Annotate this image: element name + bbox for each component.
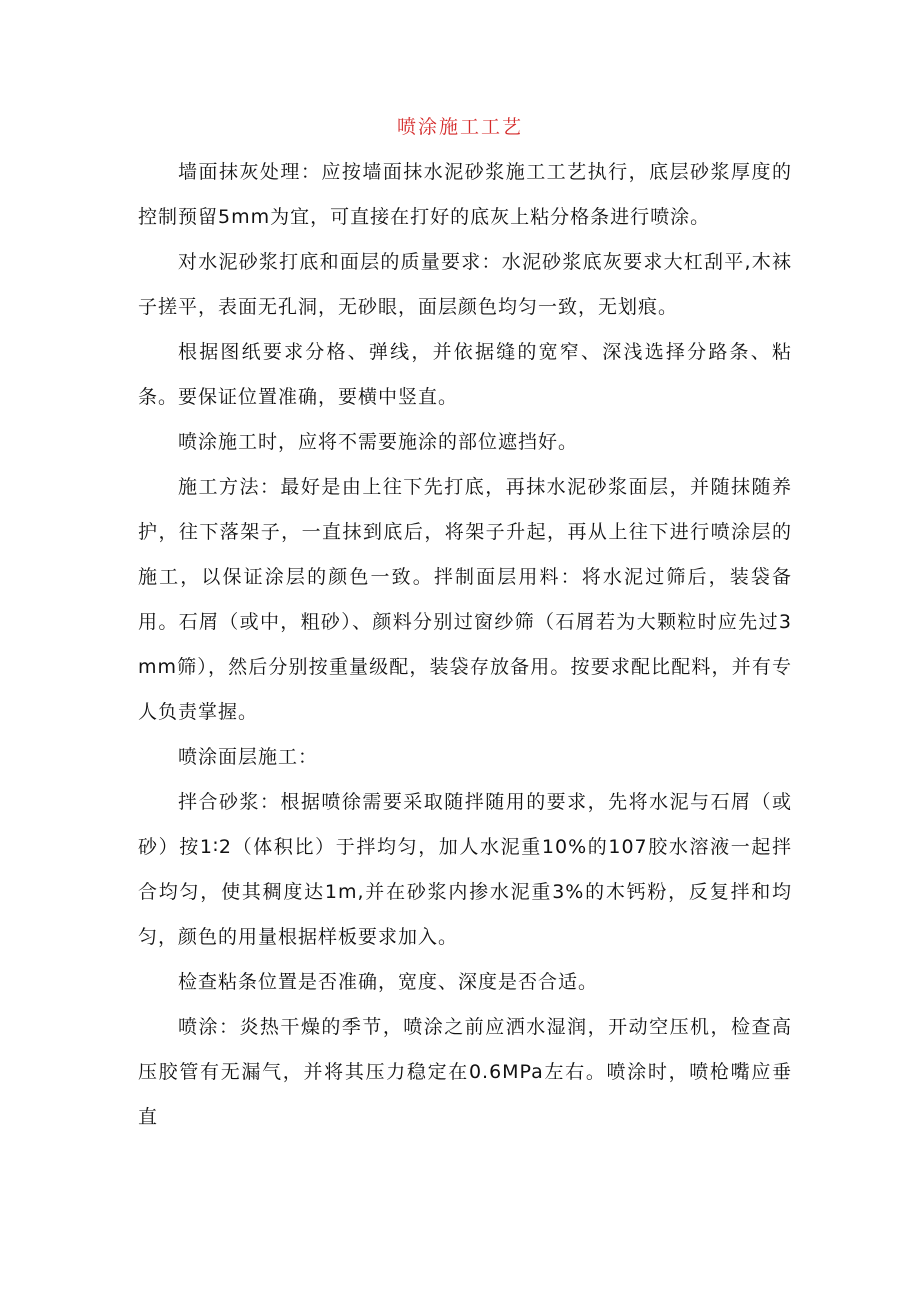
paragraph-layout-lines: 根据图纸要求分格、弹线，并依据缝的宽窄、深浅选择分路条、粘条。要保证位置准确，要横中竖直。 <box>138 341 792 408</box>
paragraph-construction-method: 施工方法：最好是由上往下先打底，再抹水泥砂浆面层，并随抹随养护，往下落架子，一直抹到底后，将架子升起，再从上往下进行喷涂层的施工，以保证涂层的颜色一致。拌制面层用料：将水泥过筛后，装袋备用。石屑（或中，粗砂）、颜料分别过窗纱筛（石屑若为大颗粒时应先过3mm筛），然后分别按重量级配，装袋存放备用。按要求配比配料，并有专人负责掌握。 <box>138 476 792 723</box>
paragraph-surface-layer-heading: 喷涂面层施工： <box>178 746 319 768</box>
paragraph-masking: 喷涂施工时，应将不需要施涂的部位遮挡好。 <box>178 431 579 453</box>
document-title: 喷涂施工工艺 <box>396 116 523 138</box>
paragraph-spraying: 喷涂：炎热干燥的季节，喷涂之前应洒水湿润，开动空压机，检查高压胶管有无漏气，并将其压力稳定在0.6MPa左右。喷涂时，喷枪嘴应垂直 <box>138 1016 792 1128</box>
paragraph-mixing-mortar: 拌合砂浆：根据喷徐需要采取随拌随用的要求，先将水泥与石屑（或砂）按1∶2（体积比）于拌均匀，加人水泥重10%的107胶水溶液一起拌合均匀，使其稠度达1m,并在砂浆内掺水泥重3%的木钙粉，反复拌和均匀，颜色的用量根据样板要求加入。 <box>138 791 792 948</box>
paragraph-plastering: 墙面抹灰处理：应按墙面抹水泥砂浆施工工艺执行，底层砂浆厚度的控制预留5mm为宜，可直接在打好的底灰上粘分格条进行喷涂。 <box>138 161 792 228</box>
paragraph-quality-requirements: 对水泥砂浆打底和面层的质量要求：水泥砂浆底灰要求大杠刮平,木袜子搓平，表面无孔洞，无砂眼，面层颜色均匀一致，无划痕。 <box>138 251 792 318</box>
paragraph-check-strips: 检查粘条位置是否准确，宽度、深度是否合适。 <box>178 971 599 993</box>
document-body <box>138 150 792 1140</box>
